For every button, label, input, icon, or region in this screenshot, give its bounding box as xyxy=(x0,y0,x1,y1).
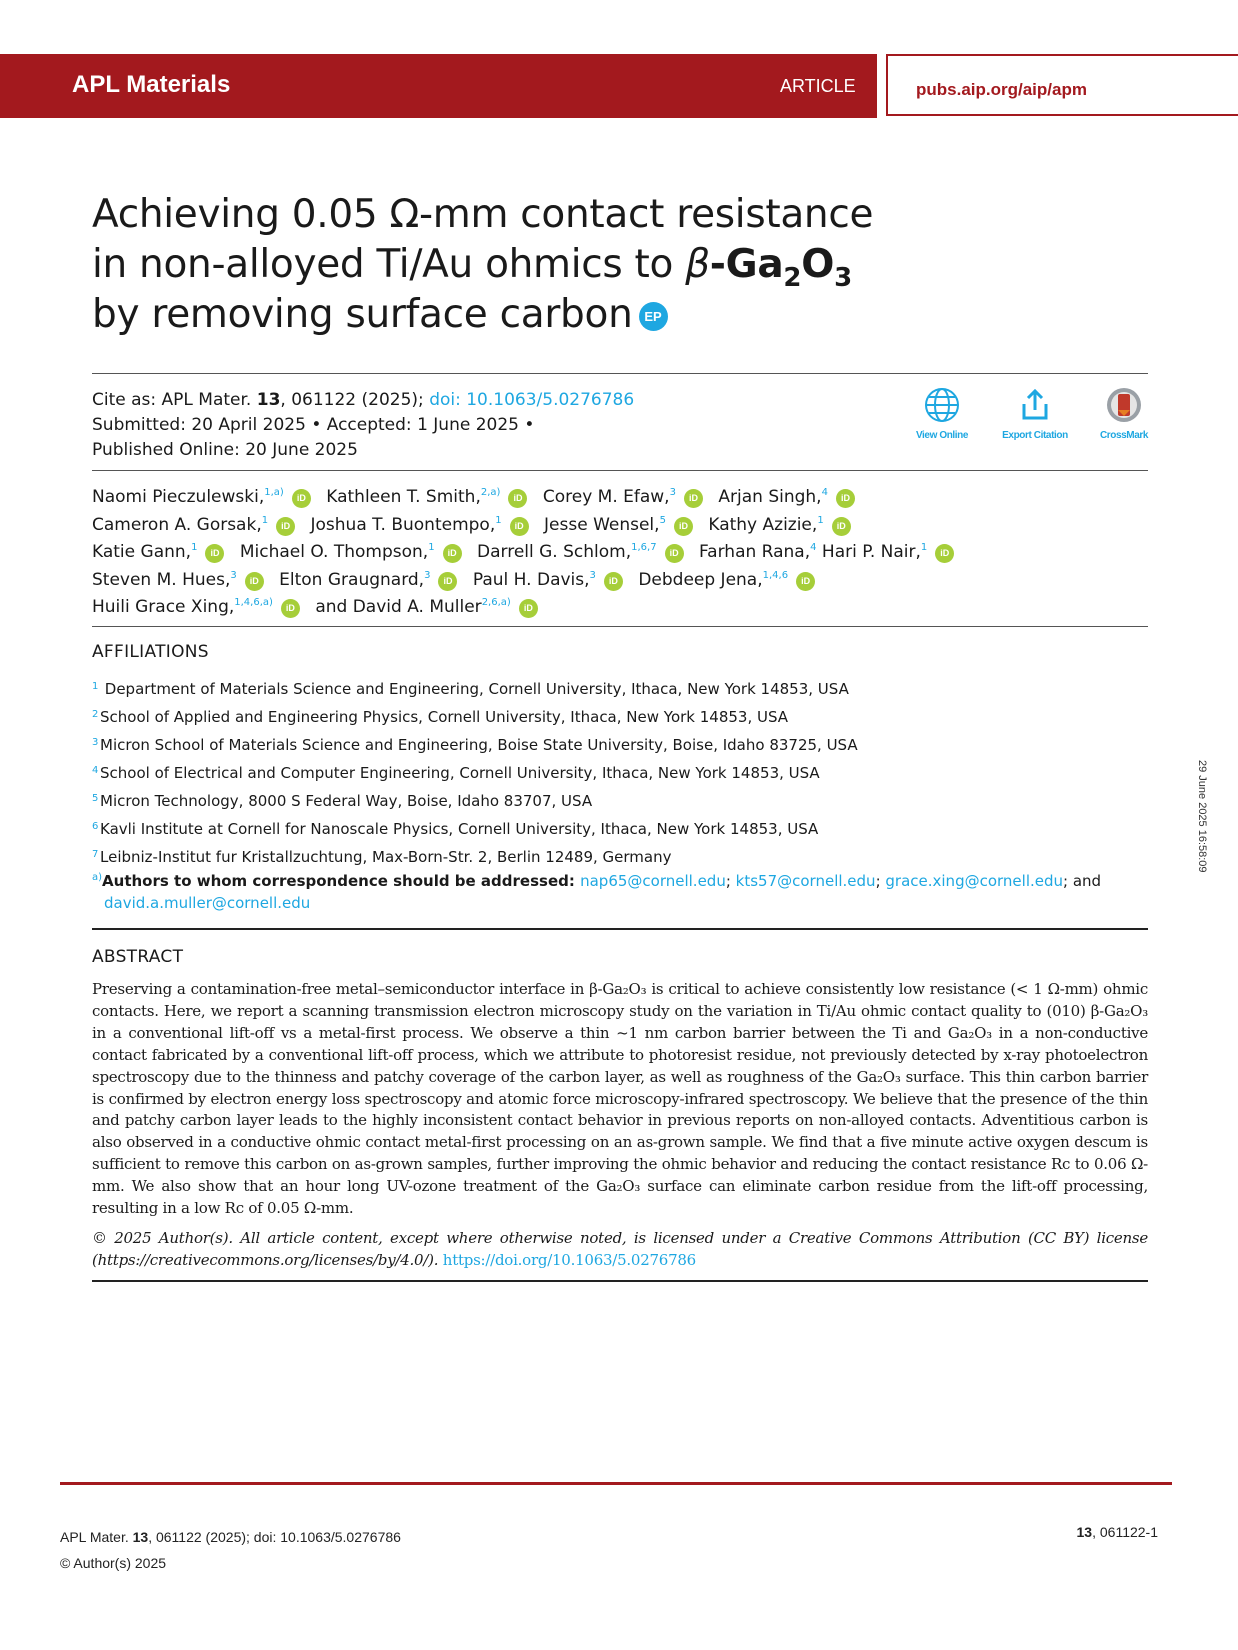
orcid-icon[interactable]: iD xyxy=(935,544,954,563)
orcid-icon[interactable]: iD xyxy=(684,489,703,508)
affiliation: 1 Department of Materials Science and Engineering, Cornell University, Ithaca, New York 14853, USA xyxy=(92,680,849,698)
affiliation: 4 School of Electrical and Computer Engineering, Cornell University, Ithaca, New York 14853, USA xyxy=(92,764,820,782)
affiliation: 3 Micron School of Materials Science and Engineering, Boise State University, Boise, Idaho 83725, USA xyxy=(92,736,858,754)
globe-icon xyxy=(923,386,961,424)
author[interactable]: Huili Grace Xing,$^{1,4,6,a)}$ xyxy=(92,597,273,617)
export-citation-button[interactable]: Export Citation xyxy=(995,386,1075,441)
journal-name: APL Materials xyxy=(72,71,231,98)
orcid-icon[interactable]: iD xyxy=(276,517,295,536)
article-type: ARTICLE xyxy=(780,76,856,96)
affiliation: 6 Kavli Institute at Cornell for Nanoscale Physics, Cornell University, Ithaca, New York 14853, USA xyxy=(92,820,819,838)
affiliation: 7 Leibniz-Institut fur Kristallzuchtung, Max-Born-Str. 2, Berlin 12489, Germany xyxy=(92,848,672,866)
orcid-icon[interactable]: iD xyxy=(508,489,527,508)
email-link[interactable]: grace.xing@cornell.edu xyxy=(885,872,1064,890)
orcid-icon[interactable]: iD xyxy=(836,489,855,508)
author[interactable]: Hari P. Nair,$^1$ xyxy=(821,542,928,562)
title-line-2: in non-alloyed Ti/Au ohmics to $\beta-Ga_2O_3$ xyxy=(92,242,852,293)
citation-block: Cite as: APL Mater. 13, 061122 (2025); doi: 10.1063/5.0276786 Submitted: 20 April 2025 • Accepted: 1 June 2025 • Published Online: 20 June 2025 xyxy=(92,390,635,460)
orcid-icon[interactable]: iD xyxy=(443,544,462,563)
email-link[interactable]: kts57@cornell.edu xyxy=(735,872,876,890)
page-number: 13, 061122-1 xyxy=(1076,1524,1158,1540)
article-title xyxy=(92,190,992,340)
orcid-icon[interactable]: iD xyxy=(604,572,623,591)
footer-rule xyxy=(60,1482,1172,1485)
author[interactable]: Katie Gann,$^1$ xyxy=(92,542,198,562)
author[interactable]: Naomi Pieczulewski,$^{1,a)}$ xyxy=(92,487,284,507)
published-date: Published Online: 20 June 2025 xyxy=(92,440,358,460)
author[interactable]: Debdeep Jena,$^{1,4,6}$ xyxy=(638,569,789,590)
doi-url-link[interactable]: https://doi.org/10.1063/5.0276786 xyxy=(442,1250,696,1269)
abstract-text: Preserving a contamination-free metal–semiconductor interface in β-Ga₂O₃ is critical to achieve consistently low resistance (< 1 Ω-mm) ohmic contacts. Here, we report a scanning transmission electron microscopy study on the variation in Ti/Au ohmic contact quality to (010) β-Ga₂O₃ in a conventional lift-off vs a metal-first process. We observe a thin ~1 nm carbon barrier between the Ti and Ga₂O₃ in a non-conductive contact fabricated by a conventional lift-off process, which we attribute to photoresist residue, not previously detected by x-ray photoelectron spectroscopy due to the thinness and patchy coverage of the carbon layer, as well as roughness of the Ga₂O₃ surface. This thin carbon barrier is confirmed by electron energy loss spectroscopy and atomic force microscopy-infrared spectroscopy. We believe that the presence of the thin and patchy carbon layer leads to the highly inconsistent contact behavior in previous reports on non-alloyed contacts. Adventitious carbon is also observed in a conductive ohmic contact metal-first processing on an as-grown sample. We find that a five minute active oxygen descum is sufficient to remove this carbon on as-grown samples, further improving the ohmic behavior and reducing the contact resistance Rc to 0.06 Ω-mm. We also show that an hour long UV-ozone treatment of the Ga₂O₃ surface can eliminate carbon residue from the lift-off processing, resulting in a low Rc of 0.05 Ω-mm. xyxy=(92,980,1148,1218)
author[interactable]: Cameron A. Gorsak,$^1$ xyxy=(92,514,269,535)
affiliations-heading: AFFILIATIONS xyxy=(92,642,209,662)
affiliation: 2 School of Applied and Engineering Physics, Cornell University, Ithaca, New York 14853, USA xyxy=(92,708,789,726)
author[interactable]: Kathy Azizie,$^1$ xyxy=(708,514,824,535)
journal-url-link[interactable]: pubs.aip.org/aip/apm xyxy=(916,80,1087,99)
export-icon xyxy=(1016,386,1054,424)
orcid-icon[interactable]: iD xyxy=(205,544,224,563)
divider xyxy=(92,928,1148,930)
author[interactable]: Farhan Rana,$^4$ xyxy=(698,542,817,562)
editors-pick-badge[interactable]: EP xyxy=(639,302,668,331)
author-list xyxy=(92,484,1152,622)
author[interactable]: Paul H. Davis,$^3$ xyxy=(472,569,596,590)
author[interactable]: Elton Graugnard,$^3$ xyxy=(279,569,431,590)
orcid-icon[interactable]: iD xyxy=(674,517,693,536)
orcid-icon[interactable]: iD xyxy=(438,572,457,591)
orcid-icon[interactable]: iD xyxy=(832,517,851,536)
author[interactable]: Corey M. Efaw,$^3$ xyxy=(542,487,676,507)
view-online-button[interactable]: View Online xyxy=(902,386,982,441)
affiliation: 5 Micron Technology, 8000 S Federal Way, Boise, Idaho 83707, USA xyxy=(92,792,593,810)
author[interactable]: Kathleen T. Smith,$^{2,a)}$ xyxy=(326,487,501,507)
orcid-icon[interactable]: iD xyxy=(519,599,538,618)
orcid-icon[interactable]: iD xyxy=(665,544,684,563)
title-line-1: Achieving 0.05 Ω-mm contact resistance xyxy=(92,192,874,237)
affiliation-list xyxy=(92,674,1152,870)
correspondence-note: $^{a)}$Authors to whom correspondence should be addressed: nap65@cornell.edu; kts57@cornell.edu; grace.xing@cornell.edu; and david.a.muller@cornell.edu xyxy=(92,872,1102,912)
crossmark-button[interactable]: CrossMark xyxy=(1084,386,1164,441)
orcid-icon[interactable]: iD xyxy=(281,599,300,618)
divider xyxy=(92,1280,1148,1282)
author[interactable]: and David A. Muller$^{2,6,a)}$ xyxy=(315,597,511,617)
divider xyxy=(92,626,1148,627)
orcid-icon[interactable]: iD xyxy=(292,489,311,508)
footer-copyright: © Author(s) 2025 xyxy=(60,1555,167,1571)
orcid-icon[interactable]: iD xyxy=(796,572,815,591)
divider xyxy=(92,373,1148,374)
license-statement: © 2025 Author(s). All article content, except where otherwise noted, is licensed under a Creative Commons Attribution (CC BY) license (https://creativecommons.org/licenses/by/4.0/). https://doi.org/10.1063/5.0276786 xyxy=(92,1229,1148,1269)
download-timestamp: 29 June 2025 16:58:09 xyxy=(1196,760,1208,873)
divider xyxy=(92,470,1148,471)
author[interactable]: Michael O. Thompson,$^1$ xyxy=(239,542,435,562)
orcid-icon[interactable]: iD xyxy=(510,517,529,536)
email-link[interactable]: nap65@cornell.edu xyxy=(580,872,726,890)
author[interactable]: Steven M. Hues,$^3$ xyxy=(92,569,237,590)
doi-link[interactable]: doi: 10.1063/5.0276786 xyxy=(429,390,635,410)
author[interactable]: Joshua T. Buontempo,$^1$ xyxy=(310,514,502,535)
author[interactable]: Jesse Wensel,$^5$ xyxy=(544,514,666,535)
title-line-3: by removing surface carbon xyxy=(92,292,633,337)
author[interactable]: Arjan Singh,$^4$ xyxy=(718,487,828,507)
author[interactable]: Darrell G. Schlom,$^{1,6,7}$ xyxy=(477,542,657,562)
footer-citation: APL Mater. 13, 061122 (2025); doi: 10.1063/5.0276786 © Author(s) 2025 xyxy=(60,1529,401,1571)
submission-dates: Submitted: 20 April 2025 • Accepted: 1 June 2025 • xyxy=(92,415,535,435)
orcid-icon[interactable]: iD xyxy=(245,572,264,591)
crossmark-icon xyxy=(1105,386,1143,424)
email-link[interactable]: david.a.muller@cornell.edu xyxy=(104,894,311,912)
abstract-heading: ABSTRACT xyxy=(92,947,184,967)
